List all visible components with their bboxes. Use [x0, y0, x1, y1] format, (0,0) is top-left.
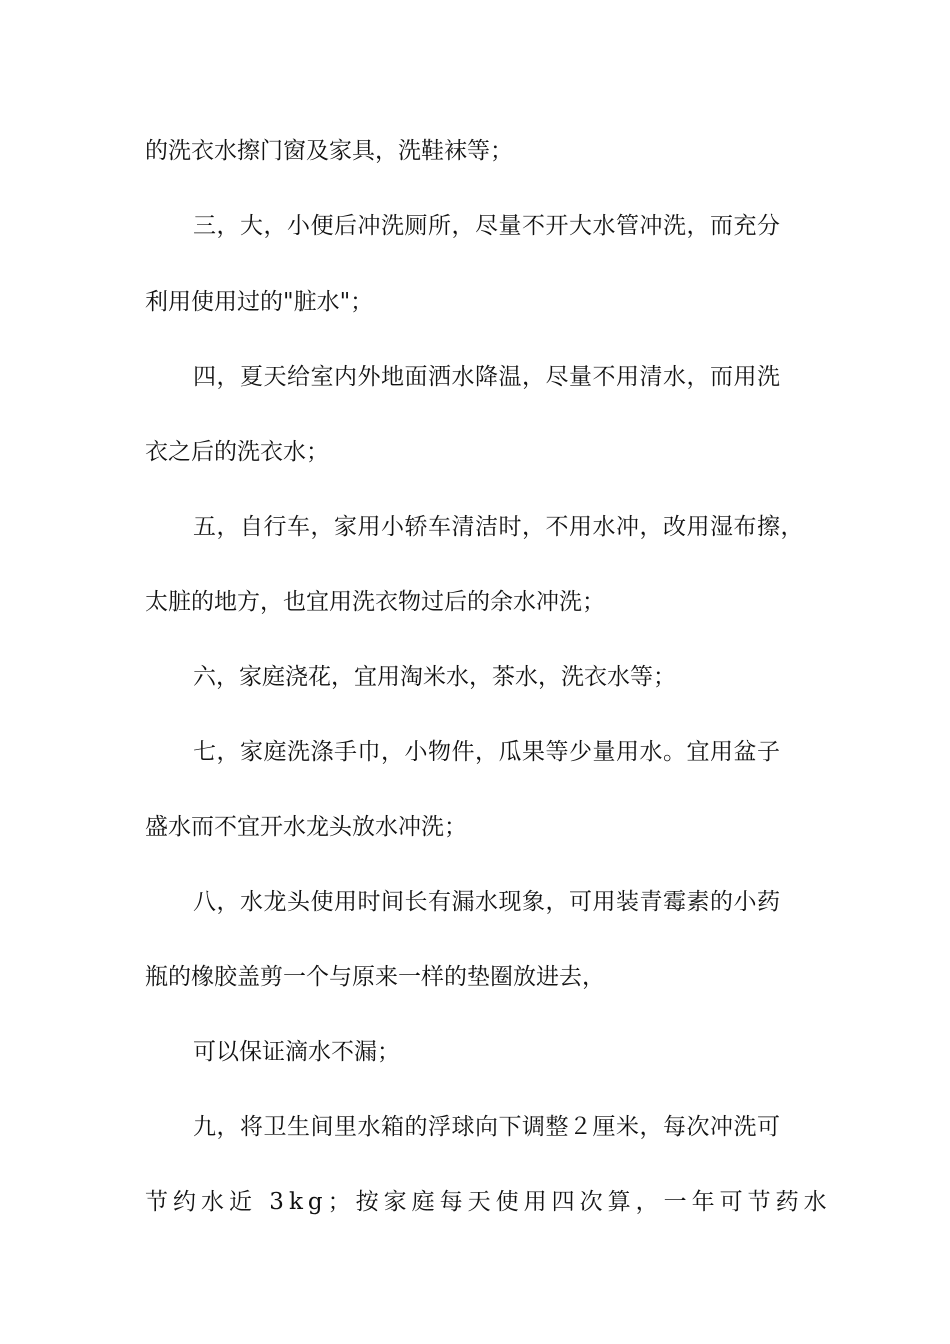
text-line-7: 太脏的地方，也宜用洗衣物过后的余水冲洗；	[145, 589, 605, 615]
text-line-11: 八，水龙头使用时间长有漏水现象，可用装青霉素的小药	[193, 889, 781, 915]
text-line-8: 六，家庭浇花，宜用淘米水，茶水，洗衣水等；	[193, 664, 676, 690]
text-line-5: 衣之后的洗衣水；	[145, 439, 329, 465]
text-line-13: 可以保证滴水不漏；	[193, 1039, 400, 1065]
text-line-15: 节约水近 3kg；按家庭每天使用四次算，一年可节药水	[145, 1189, 832, 1215]
text-line-12: 瓶的橡胶盖剪一个与原来一样的垫圈放进去，	[145, 964, 605, 990]
text-line-9: 七，家庭洗涤手巾，小物件，瓜果等少量用水。宜用盆子	[193, 739, 781, 765]
text-line-1: 的洗衣水擦门窗及家具，洗鞋袜等；	[145, 138, 513, 164]
text-line-2: 三，大，小便后冲洗厕所，尽量不开大水管冲洗，而充分	[193, 213, 781, 239]
text-line-3: 利用使用过的"脏水"；	[145, 289, 374, 315]
text-line-14: 九，将卫生间里水箱的浮球向下调整２厘米，每次冲洗可	[193, 1114, 781, 1140]
text-line-6: 五，自行车，家用小轿车清洁时，不用水冲，改用湿布擦，	[193, 514, 804, 540]
text-line-4: 四，夏天给室内外地面洒水降温，尽量不用清水，而用洗	[193, 364, 781, 390]
text-line-10: 盛水而不宜开水龙头放水冲洗；	[145, 814, 467, 840]
